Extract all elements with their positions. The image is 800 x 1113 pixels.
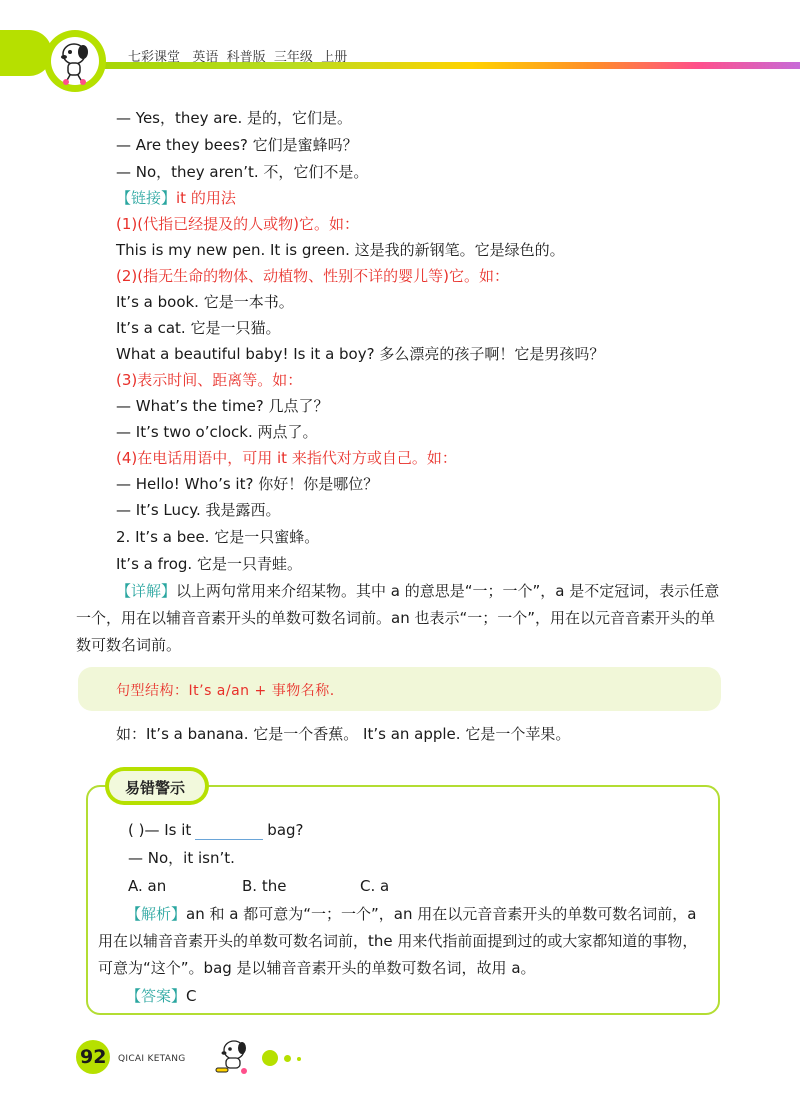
detail-tag: 【详解】	[116, 582, 177, 600]
example-line: What a beautiful baby! Is it a boy? 多么漂亮的孩子啊！它是男孩吗？	[116, 345, 605, 363]
usage-point-4: (4)在电话用语中，可用 it 来指代对方或自己。如：	[116, 449, 457, 467]
example-line: — What’s the time? 几点了？	[116, 397, 329, 415]
dog-mascot-icon	[212, 1036, 254, 1076]
usage-point-2: (2)(指无生命的物体、动植物、性别不详的婴儿等)它。如：	[116, 267, 509, 285]
dialog-line: — Yes，they are. 是的，它们是。	[116, 109, 353, 127]
example-line: 如：It’s a banana. 它是一个香蕉。 It’s an apple. 它是一个苹果。	[116, 725, 571, 743]
link-title: it 的用法	[176, 189, 236, 207]
question-prefix: ( )— Is it	[128, 821, 192, 839]
answer-value: C	[186, 987, 197, 1005]
question-suffix: bag?	[267, 821, 304, 839]
decor-dot-small	[297, 1057, 301, 1061]
footer-brand: QICAI KETANG	[118, 1054, 186, 1064]
answer-tag: 【答案】	[126, 987, 187, 1005]
example-line: — Hello! Who’s it? 你好！你是哪位？	[116, 475, 379, 493]
header-title: 七彩课堂 英语 科普版 三年级 上册	[128, 50, 348, 65]
analysis-paragraph	[98, 901, 703, 982]
option-c: C. a	[360, 877, 390, 895]
example-line: — It’s Lucy. 我是露西。	[116, 501, 281, 519]
dialog-line: — No，they aren’t. 不，它们不是。	[116, 163, 369, 181]
formula-text: 句型结构：It’s a/an + 事物名称.	[116, 683, 335, 699]
warning-label: 易错警示	[125, 779, 186, 797]
example-line: It’s a book. 它是一本书。	[116, 293, 294, 311]
link-heading	[116, 188, 236, 208]
dialog-line: — Are they bees? 它们是蜜蜂吗？	[116, 136, 358, 154]
answer-line	[126, 986, 197, 1006]
example-line: It’s a cat. 它是一只猫。	[116, 319, 281, 337]
example-line: 2. It’s a bee. 它是一只蜜蜂。	[116, 528, 320, 546]
decor-dot-medium	[284, 1055, 291, 1062]
usage-point-1: (1)(代指已经提及的人或物)它。如：	[116, 215, 359, 233]
question-line	[128, 820, 304, 840]
analysis-text: an 和 a 都可意为“一；一个”，an 用在以元音音素开头的单数可数名词前，a 用在以辅音音素开头的单数可数名词前，the 用来代指前面提到过的或大家都知道的事物，可意为“这个”。bag 是以辅音音素开头的单数可数名词，故用 a。	[98, 905, 698, 977]
answer-blank	[195, 823, 263, 840]
question-reply: — No，it isn’t.	[128, 849, 235, 867]
example-line: This is my new pen. It is green. 这是我的新钢笔。它是绿色的。	[116, 241, 565, 259]
decor-dot-large	[262, 1050, 278, 1066]
option-b: B. the	[242, 877, 287, 895]
usage-point-3: (3)表示时间、距离等。如：	[116, 371, 303, 389]
detail-text: 以上两句常用来介绍某物。其中 a 的意思是“一；一个”，a 是不定冠词，表示任意一个，用在以辅音音素开头的单数可数名词前。an 也表示“一；一个”，用在以元音音素开头的单数可数名词前。	[76, 582, 720, 654]
page-number: 92	[80, 1046, 107, 1068]
detail-paragraph	[76, 578, 726, 659]
option-a: A. an	[128, 877, 167, 895]
analysis-tag: 【解析】	[126, 905, 187, 923]
example-line: It’s a frog. 它是一只青蛙。	[116, 555, 302, 573]
link-tag: 【链接】	[116, 189, 177, 207]
dog-mascot-icon	[52, 36, 100, 86]
example-line: — It’s two o’clock. 两点了。	[116, 423, 318, 441]
